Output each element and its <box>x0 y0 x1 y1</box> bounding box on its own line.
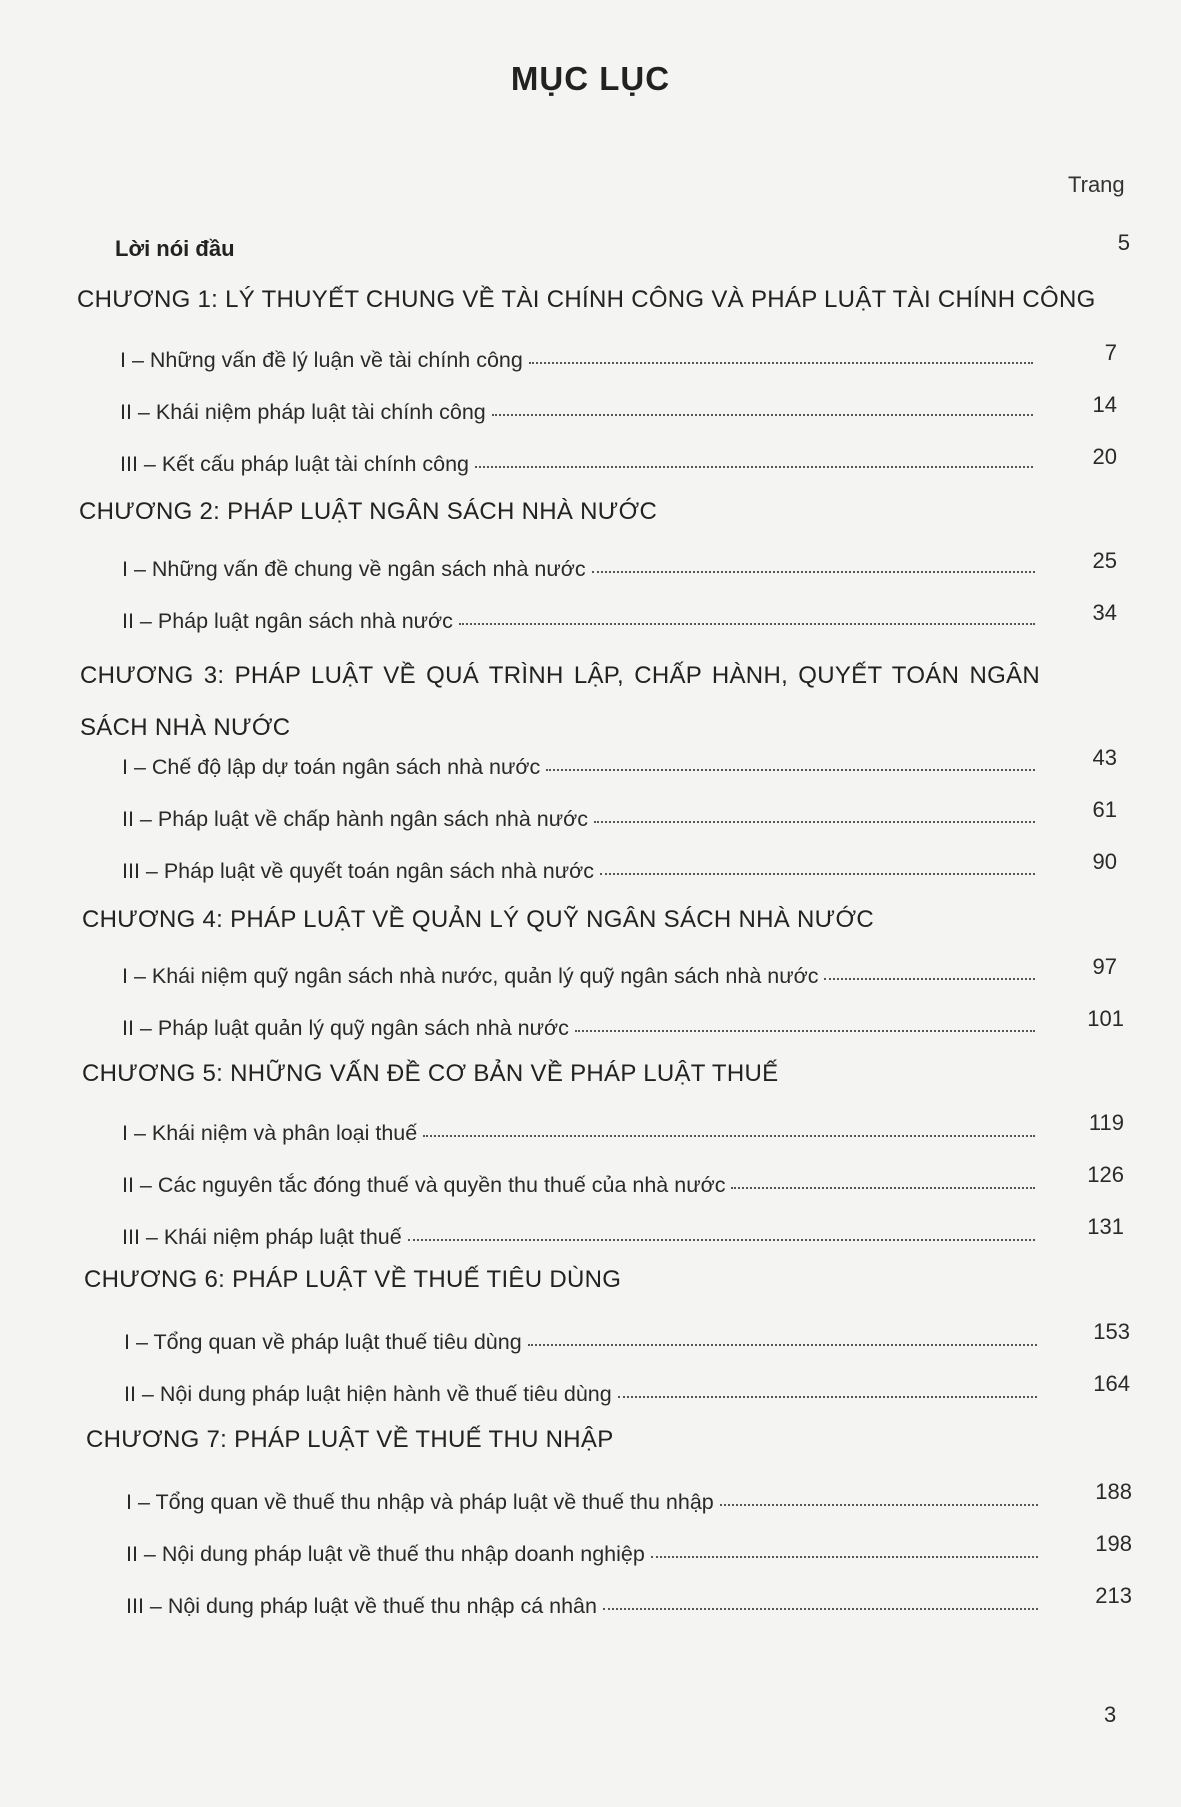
chapter-5-title: CHƯƠNG 5: NHỮNG VẤN ĐỀ CƠ BẢN VỀ PHÁP LUẬT THUẾ <box>82 1060 779 1087</box>
toc-entry-text: I – Khái niệm và phân loại thuế <box>122 1121 418 1145</box>
chapter-3-title: CHƯƠNG 3: PHÁP LUẬT VỀ QUÁ TRÌNH LẬP, CHẤP HÀNH, QUYẾT TOÁN NGÂN SÁCH NHÀ NƯỚC <box>80 662 1040 741</box>
toc-entry[interactable] <box>126 1594 1038 1619</box>
page-number: 3 <box>1104 1702 1117 1727</box>
toc-entry-text: I – Tổng quan về pháp luật thuế tiêu dùng <box>124 1330 522 1354</box>
toc-entry-page: 213 <box>1095 1583 1132 1608</box>
toc-entry-text: I – Khái niệm quỹ ngân sách nhà nước, quản lý quỹ ngân sách nhà nước <box>122 964 819 988</box>
chapter-4-title: CHƯƠNG 4: PHÁP LUẬT VỀ QUẢN LÝ QUỸ NGÂN SÁCH NHÀ NƯỚC <box>82 906 874 933</box>
toc-entry[interactable] <box>124 1382 1037 1407</box>
toc-entry[interactable] <box>122 755 1035 780</box>
toc-entry-page: 198 <box>1095 1531 1132 1556</box>
leader-dots <box>824 977 1035 980</box>
leader-dots <box>592 570 1035 573</box>
chapter-2-title: CHƯƠNG 2: PHÁP LUẬT NGÂN SÁCH NHÀ NƯỚC <box>79 498 658 525</box>
leader-dots <box>720 1503 1038 1506</box>
page-column-label: Trang <box>1068 172 1125 197</box>
leader-dots <box>731 1186 1035 1189</box>
toc-entry-text: I – Những vấn đề lý luận về tài chính công <box>120 348 523 372</box>
toc-intro-label: Lời nói đầu <box>115 236 235 261</box>
leader-dots <box>600 872 1035 875</box>
toc-entry-page: 20 <box>1092 444 1117 469</box>
toc-entry-text: I – Chế độ lập dự toán ngân sách nhà nước <box>122 755 541 779</box>
toc-entry[interactable] <box>122 964 1035 989</box>
toc-entry-page: 164 <box>1093 1371 1130 1396</box>
toc-entry-page: 90 <box>1092 849 1117 874</box>
leader-dots <box>594 820 1035 823</box>
toc-entry-page: 188 <box>1095 1479 1132 1504</box>
toc-entry[interactable] <box>122 1173 1035 1198</box>
toc-entry-text: II – Pháp luật về chấp hành ngân sách nhà nước <box>122 807 588 831</box>
leader-dots <box>528 1343 1037 1346</box>
toc-entry-text: II – Nội dung pháp luật về thuế thu nhập doanh nghiệp <box>126 1542 645 1566</box>
leader-dots <box>546 768 1035 771</box>
leader-dots <box>492 413 1033 416</box>
toc-entry-text: I – Những vấn đề chung về ngân sách nhà nước <box>122 557 586 581</box>
toc-entry[interactable] <box>126 1542 1038 1567</box>
toc-entry-text: II – Khái niệm pháp luật tài chính công <box>120 400 486 424</box>
toc-entry-page: 61 <box>1092 797 1117 822</box>
toc-intro-page: 5 <box>1117 230 1130 255</box>
toc-entry-text: III – Nội dung pháp luật về thuế thu nhập cá nhân <box>126 1594 597 1618</box>
toc-entry-text: I – Tổng quan về thuế thu nhập và pháp luật về thuế thu nhập <box>126 1490 714 1514</box>
leader-dots <box>408 1238 1035 1241</box>
toc-entry-page: 14 <box>1092 392 1117 417</box>
chapter-1-title: CHƯƠNG 1: LÝ THUYẾT CHUNG VỀ TÀI CHÍNH CÔNG VÀ PHÁP LUẬT TÀI CHÍNH CÔNG <box>77 286 1096 313</box>
toc-entry[interactable] <box>122 1016 1035 1041</box>
leader-dots <box>529 361 1033 364</box>
toc-entry-page: 97 <box>1092 954 1117 979</box>
toc-entry-text: III – Pháp luật về quyết toán ngân sách nhà nước <box>122 859 594 883</box>
chapter-7-title: CHƯƠNG 7: PHÁP LUẬT VỀ THUẾ THU NHẬP <box>86 1426 614 1453</box>
toc-entry-text: II – Các nguyên tắc đóng thuế và quyền thu thuế của nhà nước <box>122 1173 726 1197</box>
toc-entry[interactable] <box>122 609 1035 634</box>
leader-dots <box>459 622 1035 625</box>
toc-entry[interactable] <box>122 859 1035 884</box>
leader-dots <box>575 1029 1035 1032</box>
toc-entry[interactable] <box>124 1330 1037 1355</box>
toc-entry-text: II – Pháp luật quản lý quỹ ngân sách nhà nước <box>122 1016 569 1040</box>
leader-dots <box>475 465 1033 468</box>
toc-entry[interactable] <box>126 1490 1038 1515</box>
toc-entry-page: 7 <box>1104 340 1117 365</box>
toc-entry-page: 43 <box>1092 745 1117 770</box>
toc-entry[interactable] <box>120 348 1033 373</box>
toc-entry[interactable] <box>120 400 1033 425</box>
toc-entry-text: II – Nội dung pháp luật hiện hành về thuế tiêu dùng <box>124 1382 612 1406</box>
toc-entry-page: 119 <box>1088 1110 1124 1135</box>
page-title: MỤC LỤC <box>510 60 671 97</box>
toc-entry-page: 131 <box>1087 1214 1124 1239</box>
chapter-6-title: CHƯƠNG 6: PHÁP LUẬT VỀ THUẾ TIÊU DÙNG <box>84 1266 622 1293</box>
toc-entry[interactable] <box>122 807 1035 832</box>
toc-entry-page: 153 <box>1093 1319 1130 1344</box>
toc-entry[interactable] <box>122 557 1035 582</box>
toc-entry[interactable] <box>120 452 1033 477</box>
toc-entry-page: 126 <box>1087 1162 1124 1187</box>
toc-entry-text: II – Pháp luật ngân sách nhà nước <box>122 609 453 633</box>
leader-dots <box>618 1395 1037 1398</box>
toc-entry-text: III – Khái niệm pháp luật thuế <box>122 1225 402 1249</box>
toc-entry-page: 34 <box>1092 600 1117 625</box>
leader-dots <box>651 1555 1038 1558</box>
toc-entry[interactable] <box>122 1121 1035 1146</box>
leader-dots <box>423 1134 1035 1137</box>
leader-dots <box>603 1607 1038 1610</box>
toc-entry-page: 101 <box>1087 1006 1124 1031</box>
toc-entry-text: III – Kết cấu pháp luật tài chính công <box>120 452 470 476</box>
toc-entry[interactable] <box>122 1225 1035 1250</box>
toc-entry-page: 25 <box>1092 548 1117 573</box>
